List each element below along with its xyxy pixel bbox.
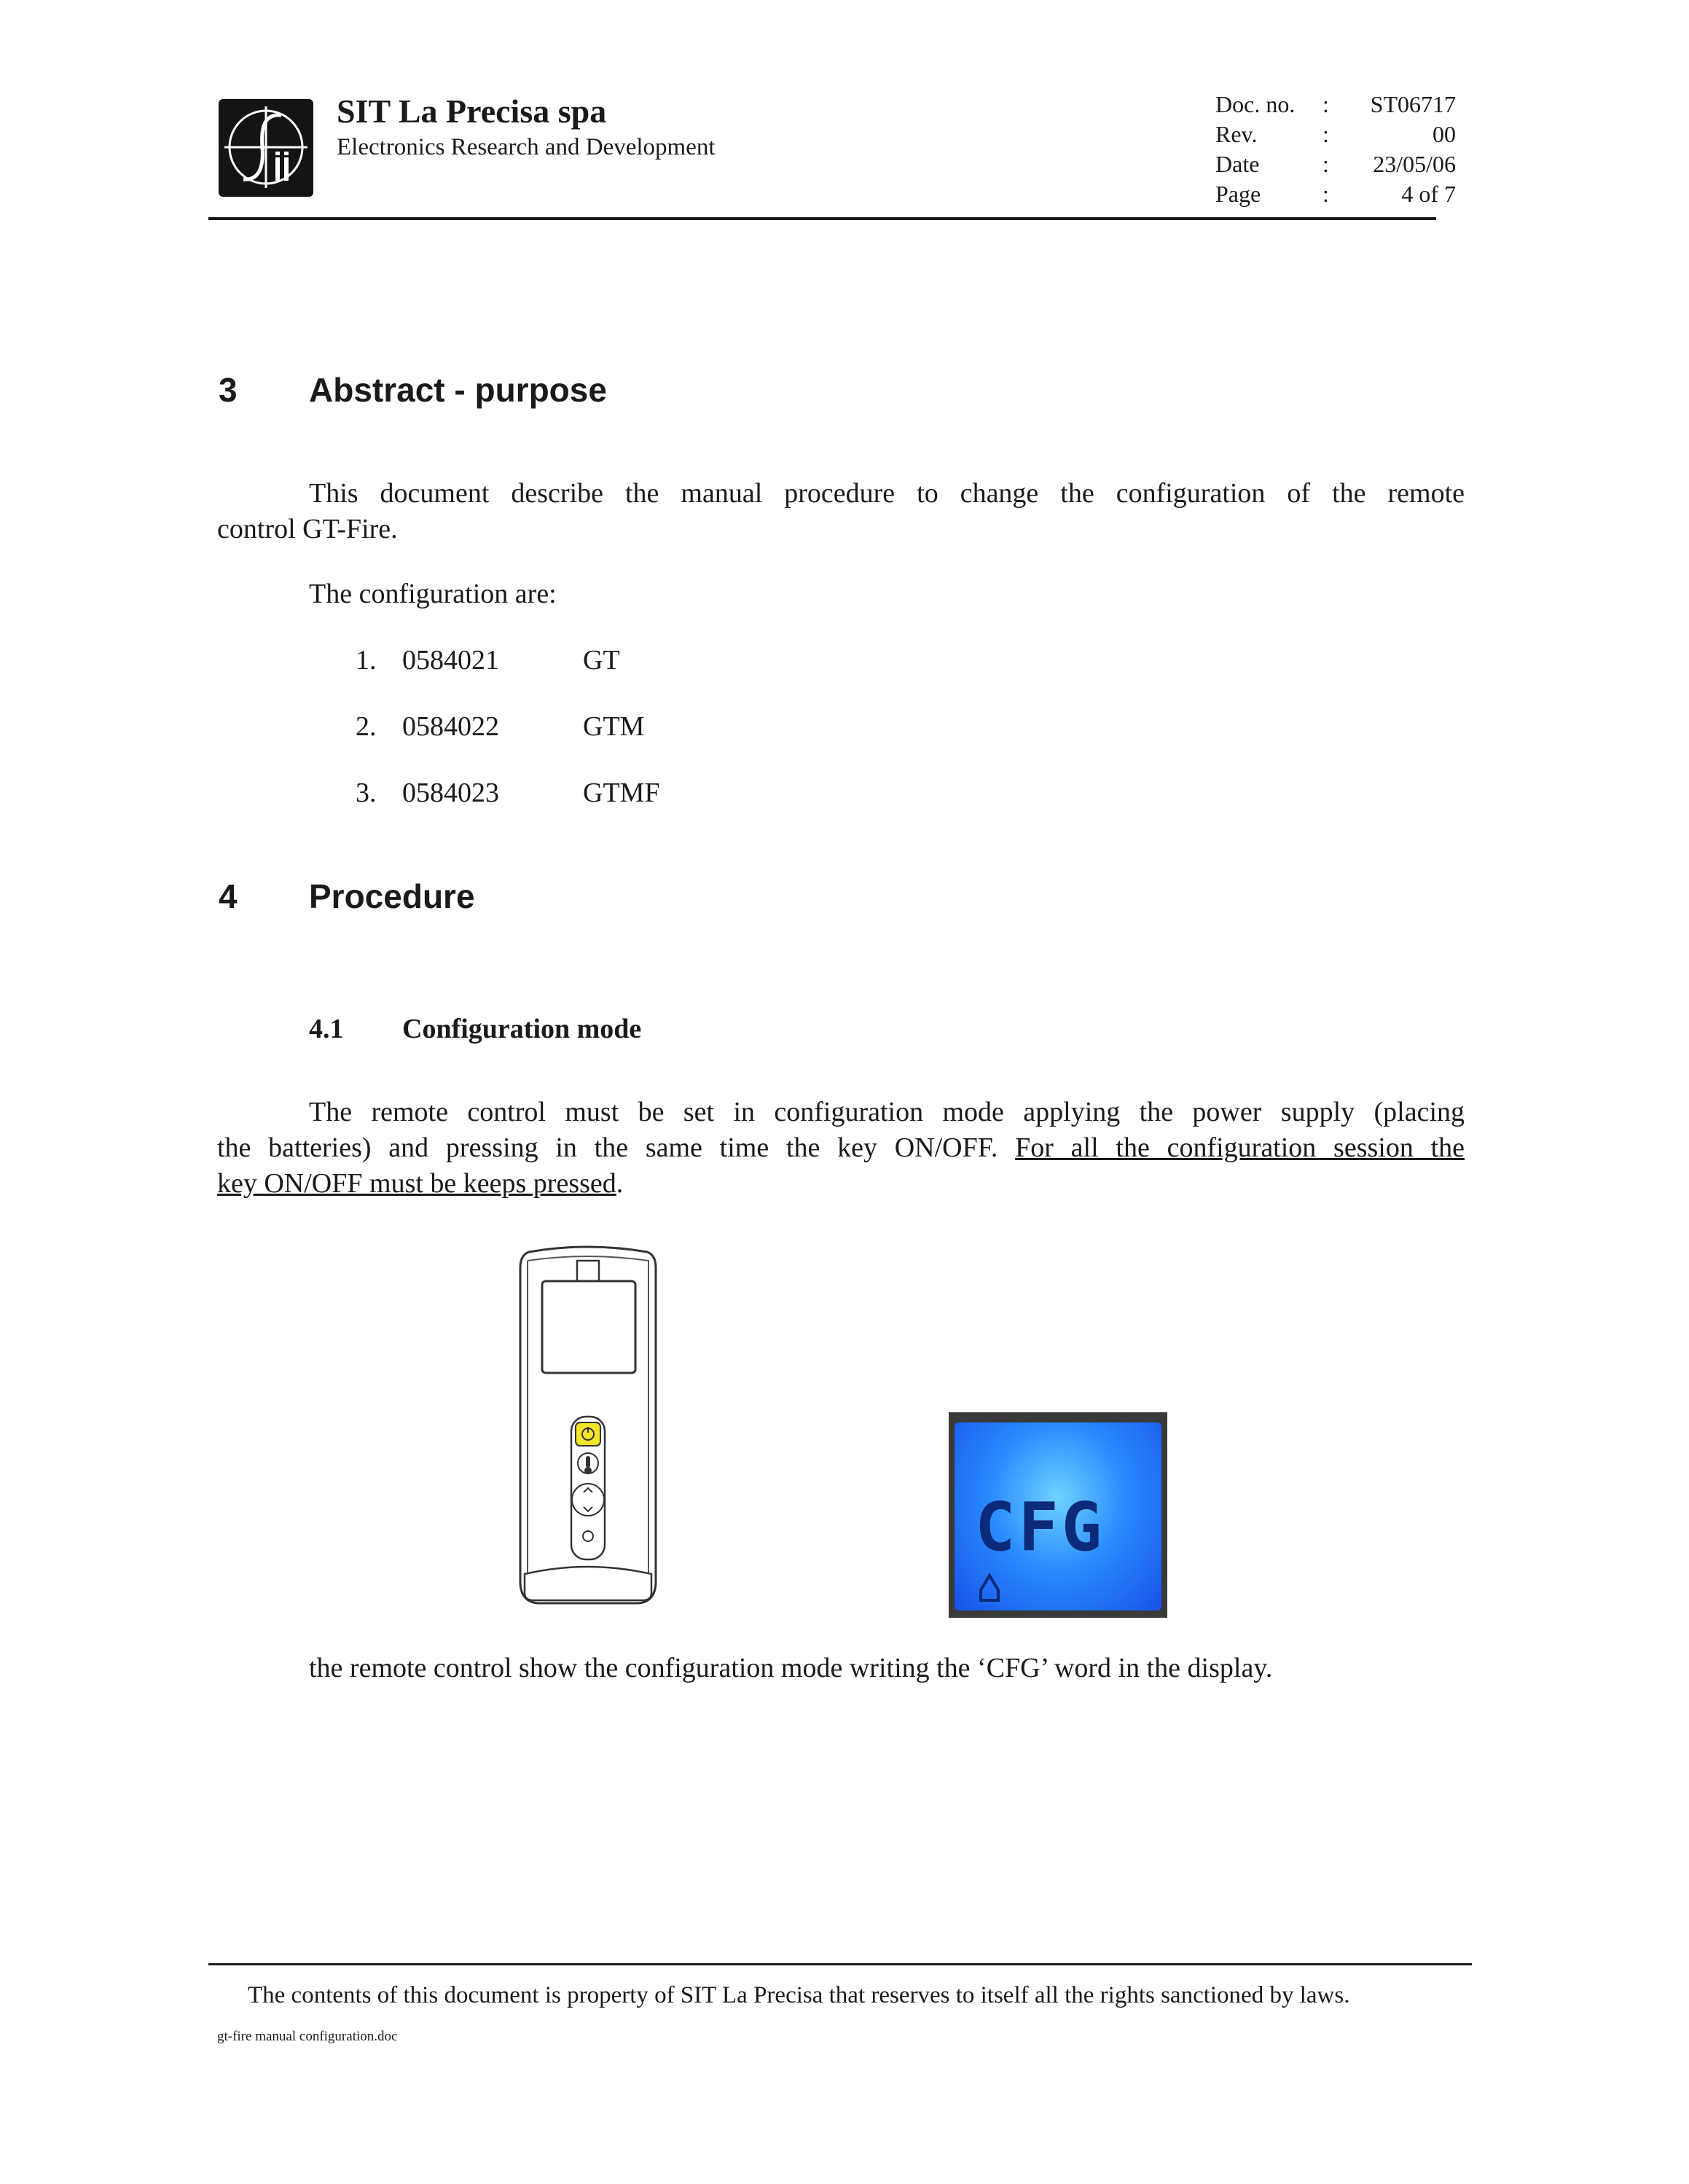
company-logo (219, 99, 313, 197)
config-item-code: 0584021 (402, 645, 499, 676)
doc-number-value: ST06717 (1370, 91, 1456, 117)
procedure-line-3-underlined: key ON/OFF must be keeps pressed (217, 1168, 616, 1199)
figure-caption: the remote control show the configuration mode writing the ‘CFG’ word in the display. (309, 1653, 1273, 1683)
abstract-line-2: control GT-Fire. (217, 514, 398, 544)
date-label: Date (1215, 151, 1260, 177)
subsection-4-1-number: 4.1 (309, 1014, 344, 1044)
date-value: 23/05/06 (1373, 151, 1456, 177)
config-item-number: 2. (356, 711, 377, 742)
procedure-line-2-underlined: For all the configuration session the (1015, 1132, 1465, 1163)
config-item-code: 0584022 (402, 711, 499, 742)
config-item-code: 0584023 (402, 778, 499, 808)
footer-divider (208, 1963, 1472, 1965)
footer-filename: gt-fire manual configuration.doc (217, 2029, 398, 2044)
procedure-line-3-end: . (616, 1168, 624, 1199)
flame-icon (976, 1573, 1003, 1603)
header-divider (208, 217, 1436, 220)
section-3-title: Abstract - purpose (309, 371, 607, 409)
date-colon: : (1322, 151, 1329, 177)
abstract-line-1: This document describe the manual procedure to change the configuration of the remote (309, 478, 1465, 509)
section-3-number: 3 (219, 371, 238, 409)
revision-colon: : (1322, 121, 1329, 147)
revision-label: Rev. (1215, 121, 1258, 147)
config-item-number: 3. (356, 778, 377, 808)
company-department: Electronics Research and Development (337, 134, 716, 160)
company-name: SIT La Precisa spa (337, 93, 607, 130)
page-colon: : (1322, 181, 1329, 207)
section-4-title: Procedure (309, 877, 475, 915)
doc-number-label: Doc. no. (1215, 91, 1296, 117)
config-item-name: GTMF (583, 778, 660, 808)
remote-control-drawing (514, 1239, 662, 1607)
lcd-display-photo (949, 1412, 1167, 1618)
procedure-line-2: the batteries) and pressing in the same time the key ON/OFF. (217, 1132, 998, 1163)
section-4-number: 4 (219, 877, 238, 915)
revision-value: 00 (1433, 121, 1456, 147)
abstract-paragraph (217, 476, 1465, 547)
footer-notice: The contents of this document is property of SIT La Precisa that reserves to itself all the rights sanctioned by laws. (248, 1982, 1350, 2008)
config-item-name: GTM (583, 711, 645, 742)
lcd-screen (955, 1422, 1161, 1610)
page-label: Page (1215, 181, 1261, 207)
subsection-4-1-title: Configuration mode (402, 1014, 642, 1044)
logo-mark-icon (219, 99, 313, 197)
power-key-icon (576, 1422, 600, 1446)
procedure-line-1: The remote control must be set in configuration mode applying the power supply (placing (309, 1097, 1465, 1127)
config-item-number: 1. (356, 645, 377, 676)
config-item-name: GT (583, 645, 620, 676)
configuration-intro: The configuration are: (309, 579, 557, 609)
lcd-cfg-text: CFG (975, 1488, 1105, 1566)
page-value: 4 of 7 (1401, 181, 1456, 207)
procedure-paragraph (217, 1095, 1465, 1202)
doc-number-colon: : (1322, 91, 1329, 117)
